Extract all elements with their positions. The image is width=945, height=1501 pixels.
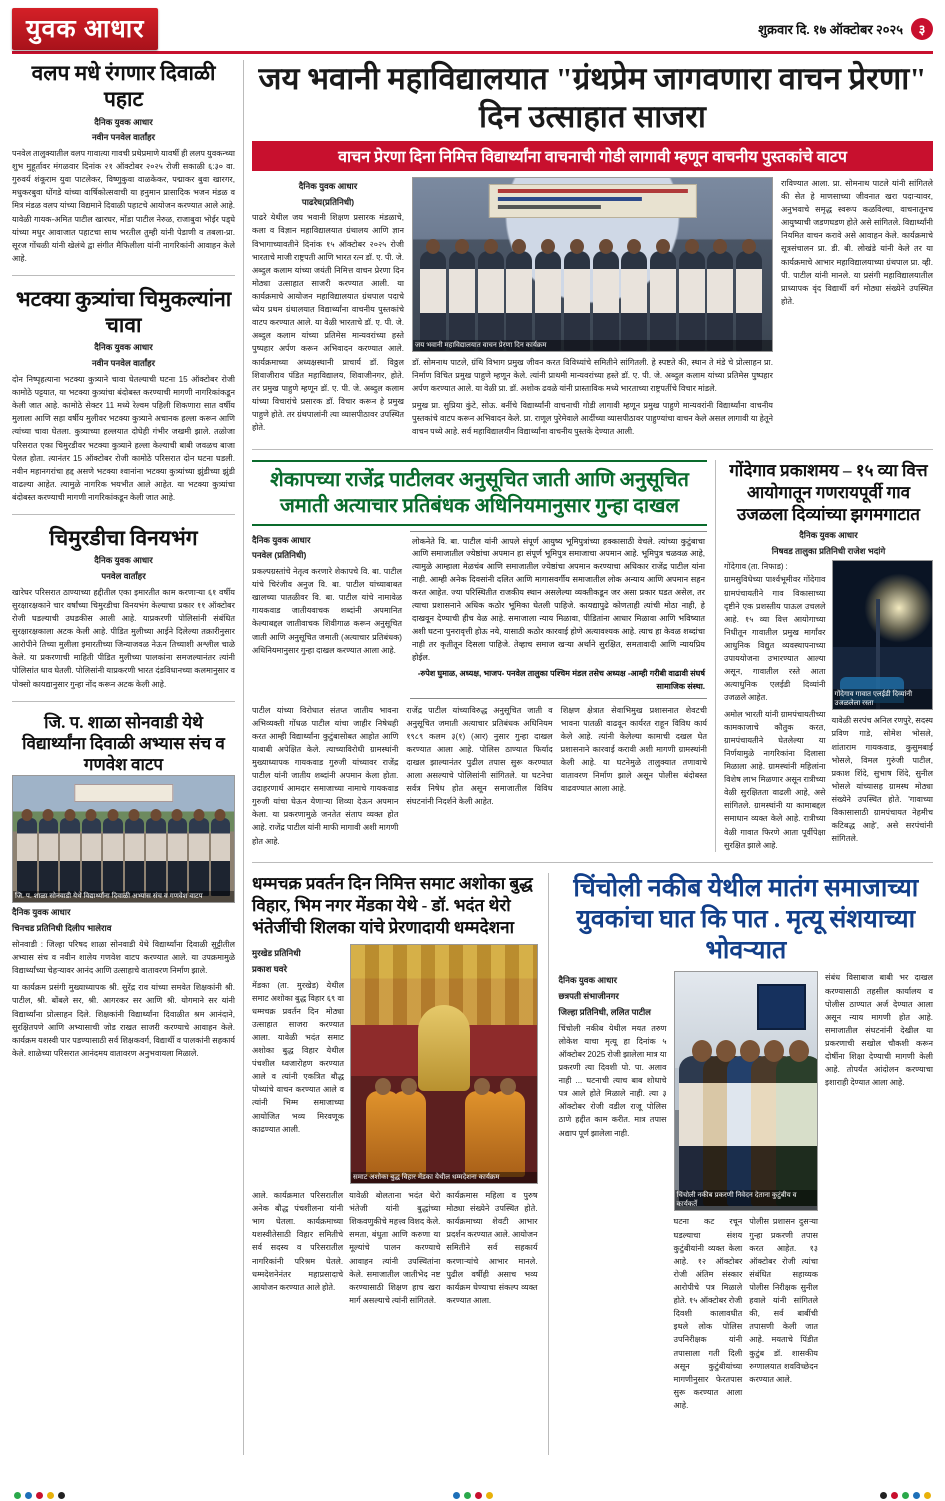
article-valap [12,60,235,265]
bottom-band [252,873,933,1455]
main-story-headline: जय भवानी महाविद्यालयात "ग्रंथप्रेम जागवणारा वाचन प्रेरणा" दिन उत्साहात साजरा [258,61,927,135]
green-story-body-left: पाटील यांच्या विरोधात संतप्त जातीय भावना अभिव्यक्ती गोंधळ पाटील यांचा जाहीर निषेधही करत आम्ही विद्यार्थ्यांना कुटुंबासोबत आहोत आणि याबाबी अपेक्षित केले. त्याच्याविरोधी ग्रामस्थांनी मुख्याध्यापक गायकवाड गुरुजी यांच्यावर राजेंद्र पाटील यांनी जातीय शब्दांनी अपमान केला होता. उदाहरणार्थ आमदार समाजाच्या नामाचे गायकवाड गुरुजी यांचा घेऊन येणाऱ्या शिव्या देऊन अपमान केला. या प्रकरणामुळे जनतेत संताप व्यक्त होत आहे. राजेंद्र पाटील यांनी माफी मागावी अशी मागणी होत आहे. [252,705,399,846]
article-school-kit-body: या कार्यक्रम प्रसंगी मुख्याध्यापक श्री. सुरेंद्र राव यांच्या समवेत शिक्षकांनी श्री. पाटील, श्री. बोंबले सर, श्री. आगरकर सर आणि श्री. योगमाने सर यांनी विद्यार्थ्यांना प्रोत्साहन दिले. शिक्षकांनी विद्यार्थ्यांना दिवाळीत श्रम आनंदाने, सुरक्षितपणे आणि अभ्यासाची जोड राखत साजरी करण्याचे आवाहन केले. कार्यक्रम यशस्वी पार पडण्यासाठी सर्व शिक्षकवर्ग, विद्यार्थी व पालकांनी सहकार्य केले. शाळेच्या परिसरात आनंदमय वातावरण अनुभवायला मिळाले. [12,983,235,1058]
village-light-byline1: दैनिक युवक आधार [799,529,858,540]
night-street-photo [832,560,934,710]
bottom-left-body2: आले. कार्यक्रमात परिसरातील अनेक बौद्ध पंचशीलना यांनी भाग घेतला. कार्यक्रमाच्या यशस्वीतेसाठी विहार समितीचे सर्व सदस्य व परिसरातील नागरिकांनी परिश्रम घेतले. धम्मदेशनेनंतर महाप्रसादाचे आयोजन करण्यात आले होते. [252,1191,344,1292]
village-light-body2: अमोल भारती यांनी ग्रामपंचायतीच्या कामकाजाचे कौतुक करत, ग्रामपंचायतीने घेतलेल्या या निर्णयामुळे नागरिकांना दिलासा मिळाला आहे. ग्रामस्थांनी महिलांना विशेष लाभ मिळणार असून रात्रीच्या वेळी सुरक्षितता वाढली आहे, असे सांगितले. ग्रामस्थांनी या कामाबद्दल समाधान व्यक्त केले आहे. रात्रीच्या वेळी गावात फिरणे आता पूर्वीपेक्षा सुरक्षित झाले आहे. [724,709,826,850]
masthead [12,10,933,54]
police-photo-caption: चिंचोली नकीब प्रकरणी निवेदन देताना कुटुंबीय व कार्यकर्ते [675,1190,817,1210]
article-molestation [12,525,235,691]
middle-band [252,460,933,852]
bottom-left-cols [252,1189,538,1307]
article-stray-dogs-byline2: नवीन पनवेल वार्तांहर [91,358,156,369]
buddha-vihar-photo [350,944,538,1184]
article-school-kit-headline: जि. प. शाळा सोनवाडी येथे विद्यार्थ्यांना दिवाळी अभ्यास संच व गणवेश वाटप [22,712,225,775]
green-story-byline1: दैनिक युवक आधार [252,534,311,545]
masthead-right [758,18,933,40]
reg-dot-green-2 [464,1492,471,1499]
village-light-grid [724,560,933,851]
village-light-story [715,460,933,852]
bottom-right-byline3: जिल्हा प्रतिनिधी, ललित पाटील [558,1006,651,1017]
main-story-col4 [781,177,933,439]
reg-dot-yellow [47,1492,54,1499]
green-story-headline: शेकापच्या राजेंद्र पाटीलवर अनुसूचित जाती आणि अनुसूचित जमाती अत्याचार प्रतिबंधक अधिनियमानुसार गुन्हा दाखल [252,460,707,526]
registration-marks [0,1492,945,1499]
village-light-col-b [832,560,934,851]
main-story-center [412,177,773,439]
reg-dot-black-3 [880,1492,887,1499]
bottom-left-story [252,873,538,1455]
bottom-right-story [548,873,933,1455]
green-story-intro: प्रकल्पग्रस्तांचे नेतृत्व करणारे शेकापचे वि. बा. पाटील यांचे चिरंजीव अनुज वि. बा. पाटील यांच्याबाबत खालच्या पातळीवर वि. बा. पाटील यांचे नामावेळ गायकवाड जातीयवाचक शब्दांनी अपमानित केल्याबद्दल जातीवाचक शिवीगाळ करून अनुसूचित जाती आणि अनुसूचित जमाती (अत्याचार प्रतिबंधक) अधिनियमानुसार गुन्हा दाखल करण्यात आला आहे. [252,567,402,655]
bottom-left-headline: धम्मचक्र प्रवर्तन दिन निमित्त समाट अशोका बुद्ध विहार, भिम नगर मेंडका येथे - डॉ. भदंत थेरो भंतेजींची शिलका यांचे प्रेरणादायी धम्मदेशना [252,873,533,937]
reg-dot-blue [25,1492,32,1499]
police-signboard [757,984,805,1030]
green-story-quote: लोकनेते वि. बा. पाटील यांनी आपले संपूर्ण आयुष्य भूमिपुत्रांच्या हक्कासाठी वेचले. त्यांच्या कुटुंबाचा आणि समाजातील ज्येष्ठांचा अपमान हा संपूर्ण भूमिपुत्र समाजाचा अपमान आहे. भूमिपुत्र चळवळ आहे, त्यामुळे आम्हाला मेळचंब आणि समाजातील ज्येष्ठांचा अपमान करण्याचा अधिकार राजेंद्र पाटील यांना नाही. आम्ही अनेक दिवसांनी दलित आणि मागासवर्गीय समाजातील लोक अन्याय आणि अपमान सहन करत आहेत. ज्या परिस्थितीत राजकीय स्थान असलेल्या व्यक्तीकडून जर असा प्रकार घडत असेल, तर त्याचा प्रशासनाने अधिक कठोर भूमिका घेतली पाहिजे. कायद्यापुढे कोणताही त्यांची मोठा नाही, हे दाखवून देण्याची हीच वेळ आहे. समाजाला न्याय मिळावा, पीडितांना आधार मिळावा आणि भविष्यात अशी घटना पुनरावृत्ती होऊ नये, यासाठी कठोर कारवाई होणे अत्यावश्यक आहे. त्याच हा केवळ शब्दांचा नाही तर कृतीतून दिसला पाहिजे. तेव्हाच समाज खऱ्या अर्थाने सुरक्षित, समतावादी आणि न्यायप्रिय होईल. [412,536,705,662]
article-molestation-byline1: दैनिक युवक आधार [94,555,153,566]
article-valap-byline1: दैनिक युवक आधार [94,116,153,127]
left-column [12,60,244,1455]
village-light-dateline: गोंदेगाव (ता. निफाड) : [724,562,788,572]
article-stray-dogs-byline1: दैनिक युवक आधार [94,342,153,353]
bottom-left-byline1: मुरखेड प्रतिनिधी [252,948,301,958]
article-molestation-headline: चिमुरडीचा विनयभंग [49,526,198,551]
main-story-col4-text: राविण्यात आला. प्रा. सोमनाथ पाटले यांनी सांगितले की सेत हे माणसाच्या जीवनात खरा पदाऱ्यावर, अनुभवाचे समृद्ध स्वरूप कळविल्या, वाचनातूनच आयुष्याची जडणघडण होते असे सांगितले. विद्यार्थ्यांनी नियमित वाचन करावे असे आवाहन केले. कार्यक्रमाचे सूत्रसंचालन प्रा. डी. बी. लोखंडे यांनी केले तर या कार्यक्रमाचे आभार महाविद्यालयाच्या ग्रंथपाल प्रा. व्ही. पी. पाटील यांनी मानले. या प्रसंगी महाविद्यालयातील प्राध्यापक वृंद विद्यार्थी वर्ग मोठ्या संख्येने उपस्थित होते. [781,178,933,306]
school-students-row [17,818,230,896]
bottom-right-byline1: दैनिक युवक आधार [558,975,617,986]
bottom-right-byline2: छत्रपती संभाजीनगर [558,991,619,1002]
bottom-left-grid [252,944,538,1184]
main-story [252,60,933,439]
school-banner [74,784,173,802]
article-school-kit-lead: सोनवाडी : जिल्हा परिषद शाळा सोनवाडी येथे विद्यार्थ्यांना दिवाळी सुट्टीतील अभ्यास संच व नवीन शालेय गणवेश वाटप करण्यात आले. या उपक्रमामुळे विद्यार्थ्यांच्या चेहऱ्यावर आनंद आणि उत्साहाचे वातावरण निर्माण झाले. [12,939,235,976]
bottom-right-center-cols [674,1215,818,1412]
right-side [252,60,933,1455]
bottom-left-body4: कार्यक्रमास महिला व पुरुष मोठ्या संख्येने उपस्थित होते. कार्यक्रमाच्या शेवटी आभार प्रदर्शन करण्यात आले. आयोजन समितीने सर्व सहकार्य करणाऱ्यांचे आभार मानले. पुढील वर्षीही असाच भव्य कार्यक्रम घेण्याचा संकल्प व्यक्त करण्यात आला. [446,1191,538,1305]
bottom-right-headline: चिंचोली नकीब येथील मातंग समाजाच्या युवकांचा घात कि पात . मृत्यू संशयाच्या भोवऱ्यात [573,874,919,965]
main-story-byline2: पाढरेघ(प्रतिनिधी) [301,196,355,207]
main-story-col3-text: प्रमुख प्रा. सुप्रिया कुंटे, सोऊ. बनींचे विद्यार्थ्यांनी वाचनाची गोडी लागावी म्हणून प्रमुख पाहुणे मान्यवरांनी विद्यार्थ्यांना वाचनीय पुस्तकांचे वाटप करून अभिवादन केले. प्रा. राणूल पुरेमेवाले आदींच्या व्यासपीठावर पाहुण्यांचा वाचन केले असल लागावी या हेतूने वाचन पथ्ये आहे. सर्व महाविद्यालयीन विद्यार्थ्यांना वाचनीय पुस्तके देण्यात आली. [412,401,773,437]
article-stray-dogs-body: दोन निष्पृहत्याना भटक्या कुत्र्याने चावा घेतल्याची घटना 15 ऑक्टोबर रोजी कामोठे पट्टयात, या भटक्या कुत्र्यांचा बंदोबस्त करण्याची मागणी नागरिकांकडून केली जात आहे. कामोठे सेक्टर 11 मध्ये रेल्वम पहिली शिकणारा सात वर्षीय मुलाला आणि सहा वर्षीय मुलीवर भटक्या कुत्र्याने अचानक हल्ला करून आणि त्यांच्या चावा घेतला. कुत्र्याच्या हल्लयात दोघेही गंभीर जखमी झाले. तळोजा परिसरात एका चिमुरडीवर भटक्या कुत्र्याने हल्ला केल्याची बाबी जवळच बाजा पेलत होता. त्यानंतर 15 ऑक्टोबर रोजी कामोठे परिसरात दोन घटना घडली. नवीन महानगरांचा हद्द असणे भटक्या श्वानांना भटक्या कुत्र्यांच्या झुंडीच्या झुंडी वाढल्या आहेत. त्यामुळे नागरिक भयभीत आले आहेत. या भटक्या कुत्र्यांचा बंदोबस्त करण्याची मागणी नागरिकांकडून केली जात आहे. [12,374,235,502]
reg-dot-blue-3 [913,1492,920,1499]
article-molestation-byline2: पनवेल वार्तांहर [101,571,146,582]
main-story-col2-text: डॉ. सोमनाथ पाटले, ग्रंथि विभाग प्रमुख जीवन करत विविध्यांचे समितीने सांगितली. हे स्पष्टते की, स्थान ते मंडे चे प्रोत्साहन प्रा. निर्माण विचित प्रमुख पाहुणे म्हणून केले. त्यांनी प्राथमी मान्यवरांच्या हस्ते डॉ. ए. पी. जे. अब्दुल कलाम यांच्या प्रतिमेस पुष्पहार अर्पण करण्यात आले. या वेळी प्रा. डॉ. अशोक ढवळे यांनी प्रास्ताविक मध्ये भारताच्या राष्ट्रपतींचे विचार मांडले. [412,357,773,394]
green-story-intro-wrap [252,531,402,699]
dateline: शुक्रवार दि. १७ ऑक्टोबर २०२५ [758,21,903,37]
vihar-photo-caption: समाट अशोका बुद्ध विहार मेंडका येथील धम्मदेशना कार्यक्रम [351,1172,537,1183]
newspaper-logo: युवक आधार [12,8,158,50]
article-valap-byline2: नवीन पनवेल वार्तांहर [91,132,156,143]
college-photo-caption: जय भवानी महाविद्यालयात वाचन प्रेरणा दिन कार्यक्रम [413,340,772,351]
bottom-right-col1 [559,971,667,1412]
article-school-kit-byline2: चिनचड प्रतिनिधी दिलीप भालेराव [12,923,112,934]
school-photo-caption: जि. प. शाळा सोनवाडी येथे विद्यार्थ्यांना दिवाळी अभ्यास संच व गणवेश वाटप [13,891,234,902]
green-story-body-mid: राजेंद्र पाटील यांच्याविरुद्ध अनुसूचित जाती व अनुसूचित जमाती अत्याचार प्रतिबंधक अधिनियम १९८९ कलम ३(१) (आर) नुसार गुन्हा दाखल करण्यात आला आहे. पोलिस ठाण्यात फिर्याद दाखल झाल्यानंतर पुढील तपास सुरू करण्यात आला असल्याचे पोलिसांनी सांगितले. या घटनेचा सर्वत्र निषेध होत असून समाजातील विविध संघटनांनी निदर्शने केली आहेत. [406,705,553,807]
reg-dot-blue-2 [453,1492,460,1499]
main-story-col1-text: पाढरे येथील जय भवानी शिक्षण प्रसारक मंडळाचे, कला व विज्ञान महाविद्यालयात ग्रंथालय आणि ज्ञान विभागाच्यावतीने दिनांक १५ ऑक्टोबर २०२५ रोजी भारताचे माजी राष्ट्रपती आणि भारत रत्न डॉ. ए. पी. जे. अब्दुल कलाम यांच्या जयंती निमित्त वाचन प्रेरणा दिन मोठ्या उत्साहात साजरी करण्यात आली. या कार्यक्रमाचे आयोजन महाविद्यालयात ग्रंथपाल पदाचे ध्येय प्रथम ग्रंथालयात विद्यार्थ्यांना वाचनीय पुस्तकांचे वाटप करण्यात आले. या वेळी भारताचे डॉ. ए. पी. जे. अब्दुल कलाम यांच्या प्रतिमेस मान्यवरांच्या हस्ते पुष्पहार अर्पण करून अभिवादन करण्यात आले. कार्यक्रमाच्या अध्यक्षस्थानी प्राचार्य डॉ. विठ्ठल शिवाजीराव पंडित महाविद्यालय, शिवाजीनगर, होते. तर प्रमुख पाहुणे म्हणून डॉ. ए. पी. जे. अब्दुल कलाम यांच्या विचारांचे प्रसारक डॉ. विचार करून हे प्रमुख पाहुणे होते. तर ग्रंथपालांनी त्या व्यासपीठावर उपस्थित होते. [252,213,404,433]
green-story [252,460,707,852]
bottom-right-grid [559,971,933,1412]
page-number-badge: ३ [911,18,933,40]
article-stray-dogs-headline: भटक्या कुत्र्यांचा चिमुकल्यांना चावा [15,286,232,338]
main-story-subhead: वाचन प्रेरणा दिना निमित्त विद्यार्थ्यांना वाचनाची गोडी लागावी म्हणून वाचनीय पुस्तकांचे वाटप [252,141,933,171]
article-molestation-body: खारेघर परिसरात ठाण्याच्या हद्दीतील एका इमारतीत काम करणाऱ्या ६१ वर्षीय सुरक्षारक्षकाने चार वर्षांच्या चिमुरडीचा विनयभंग केल्याचा प्रकार ११ ऑक्टोबर रोजी घडल्याची उघडकीस आली आहे. याप्रकरणी पोलिसांनी संबंधित सुरक्षारक्षकाला अटक केली आहे. पीडित मुलीच्या आईने दिलेल्या तक्रारीनुसार आरोपीने तिच्या मुलीला इमारतीच्या जिन्याजवळ नेऊन तिच्याशी अश्लील चाळे केले. या प्रकरणाची माहिती पीडित मुलीच्या पालकांना समजल्यानंतर त्यांनी पोलिसांत धाव घेतली. पोलिसांनी याप्रकरणी भारत दंडविधानच्या कलमानुसार व पोक्सो कायद्यानुसार गुन्हा नोंद करून अटक केली आहे. [12,587,235,689]
article-school-kit [12,712,235,1060]
reg-dot-red-2 [475,1492,482,1499]
bottom-right-center [674,971,818,1412]
green-story-body-right: शिक्षण क्षेत्रात सेवाभिमुख प्रशासनात शेवटची भावना पातळी वाढवून कार्यरत राहून विविध कार्य केले आहे. त्यांनी केलेल्या कामाची दखल घेत प्रशासनाने कारवाई करावी अशी मागणी ग्रामस्थांनी केली आहे. या घटनेमुळे तालुक्यात तणावाचे वातावरण निर्माण झाले असून पोलीस बंदोबस्त वाढवण्यात आला आहे. [560,705,707,794]
bottom-right-body4: संबंध विसाबाज बाबी भर दाखल करण्यासाठी तहसील कार्यालय व पोलीस ठाण्यात अर्ज देण्यात आला असून न्याय मागणी होत आहे. समाजातील संघटनांनी देखील या प्रकरणाची सखोल चौकशी करून दोषींना शिक्षा देण्याची मागणी केली आहे. तोपर्यंत आंदोलन करण्याचा इशाराही देण्यात आला आहे. [825,973,933,1088]
reg-dot-green-3 [902,1492,909,1499]
reg-dot-red [36,1492,43,1499]
main-story-col1 [252,177,404,439]
article-school-kit-byline1: दैनिक युवक आधार [12,907,71,918]
bottom-left-body1: मेंडका (ता. मुरखेड) येथील समाट अशोका बुद्ध विहार ६९ वा धम्मचक्र प्रवर्तन दिन मोठ्या उत्साहात साजरा करण्यात आला. यावेळी भदंत समाट अशोका बुद्ध विहार येथील पंचशील ध्वजारोहण करण्यात आले व त्यांनी एकत्रित बौद्ध पोथ्यांचे वाचन करण्यात आले व त्यांनी भिम्म समाजाच्या आयोजित भव्य मिरवणूक काढण्यात आली. [252,980,344,1134]
green-story-byline2: पनवेल (प्रतिनिधी) [252,550,307,561]
green-story-quote-signature: -रुपेश घुमाळ, अध्यक्ष, भाजप- पनवेल तालुका पश्चिम मंडल तसेच अध्यक्ष -आम्ही गरीबी वाढावी संघर्ष सामाजिक संस्था. [417,668,705,691]
bottom-right-body3: पोलीस प्रशासन दुसऱ्या गुन्हा प्रकरणी तपास करत आहेत. १३ ऑक्टोबर रोजी त्यांचा संबंधित सहाय्यक पोलीस निरीक्षक सुनील हवाले यांनी सांगितले की, सर्व बाबींची तपासणी केली जात आहे. मयताचे पिंडीत कुटुंब डॉ. शासकीय रुग्णालयात शवविच्छेदन करण्यात आले. [749,1217,818,1384]
bottom-right-col4 [825,971,933,1412]
bottom-right-body2: घटना कट रचून घडल्याचा संशय कुटुंबीयांनी व्यक्त केला आहे. १२ ऑक्टोबर रोजी अंतिम संस्कार आरोपीचे पत्र मिळाले होते. १५ ऑक्टोबर रोजी दिवशी कालावधीत इथले लोक पोलिस उपनिरीक्षक यांनी तपासाला गती दिली असून कुटुंबीयांच्या मागणीनुसार फेरतपास सुरू करण्यात आला आहे. [673,1217,743,1410]
bottom-left-body3: यावेळी बोलताना भदंत थेरो भंतेजी यांनी बुद्धांच्या शिकवणुकीचे महत्त्व विशद केले. समता, बंधुता आणि करुणा या मूल्यांचे पालन करण्याचे आवाहन त्यांनी उपस्थितांना केले. समाजातील जातीभेद नष्ट करण्यासाठी शिक्षण हाच खरा मार्ग असल्याचे त्यांनी सांगितले. [349,1191,441,1305]
street-lamp-glow [864,573,933,643]
green-story-top [252,531,707,699]
village-light-headline: गोंदेगाव प्रकाशमय – १५ व्या वित्त आयोगातून गणरायपूर्वी गाव उजळला दिव्यांच्या झगमगाटात [729,460,928,524]
main-story-grid [252,177,933,439]
village-light-body3: यावेळी सरपंच अनिल रणपुरे, सदस्य प्रविण गाडे, सोमेश भोसले, शांताराम गायकवाड, कुसुमबाई भोसले, विमल गुरुंजी पाटील, प्रकाश शिंदे, सुभाष शिंदे, सुनील भोसले यांच्यासह ग्रामस्थ मोठ्या संख्येने उपस्थित होते. 'गावाच्या विकासासाठी ग्रामपंचायत नेहमीच कटिबद्ध आहे', असे सरपंचांनी सांगितले. [831,716,933,844]
bottom-left-byline2: प्रकाश घवरे [252,963,287,974]
police-station-photo [674,971,818,1211]
village-light-col-a [724,560,826,851]
main-story-byline1: दैनिक युवक आधार [298,180,358,191]
college-event-photo [412,177,773,352]
article-valap-body: पनवेल तालुक्यातील वलप गावात्या गावची प्रथेप्रमाणे यावर्षी ही ललप युवकन्च्या शुभ मुहूर्तावर मंगळवार दिनांक २१ ऑक्टोबर २०२५ रोजी सकाळी ६:३० वा. गुरुवर्य शंकूराम युवा पाटलेकर, विष्णुकुवा वाळकेकर, पद्माकर बुवा खारगर, मधुकरबुवा धोंगडे यांच्या वार्षिकोत्सवाची या हनुमान प्रासादिक भजन मंडळ व मित्र मंडळ वलप यांच्या विद्यमाने दिवाळी पहाटचे आयोजन करण्यात आले आहे. यावेळी गायक-अमित पाटील खारघर, मोंडा पाटील नेरुळ, राजाबुवा भोईर पड्घे यांच्या मधुर आवाजात पहाटचा साथ भरतील तुम्ही यांनी पेडाणी व तबला-प्रा. सूरज गोंधळी यांनी खेलंथे द्वा संगीत मैफिलीला यांनी नागरिकांनी आवाहन केले आहे. [12,149,235,263]
village-light-byline2: निषवड तालुका प्रतिनिधी राजेश भदांगे [771,545,886,556]
reg-dot-yellow-3 [924,1492,931,1499]
bottom-left-textcol [252,944,344,1184]
village-light-body1: ग्रामसुविधेच्या पार्श्वभूमीवर गोंदेगाव ग्रामपंचायतीने गाव विकासाच्या दृष्टीने एक प्रशस्तीय पाऊल उचलले आहे. १५ व्या वित्त आयोगाच्या निधीतून गावातील प्रमुख मार्गांवर आधुनिक विद्युत व्यवस्थापनाच्या उपाययोजना उभारण्यात आल्या असून, गावातील रस्ते आता अत्याधुनिक एलईडी दिव्यांनी उजळले आहेत. [724,575,826,703]
green-story-bottom [252,704,707,848]
bottom-right-body1: चिंचोली नकीब येथील मयत तरुण लोकेश याचा मृत्यू हा दिनांक ५ ऑक्टोबर 2025 रोजी झालेला मात्र या प्रकरणी त्या दिवशी पो. पा. अलाव नाही ... घटनाची त्याच बाब शोधाचे पत्र आले होते मिळाले नाही. त्या ३ ऑक्टोबर रोजी वडील राजू पोलिस ठाणे हद्दीत काम करीत. मात्र तपास अद्याप पूर्ण झालेला नाही. [558,1023,667,1138]
reg-dot-yellow-2 [486,1492,493,1499]
school-distribution-photo [12,775,235,903]
event-banner [488,184,696,218]
buddha-statue [418,1005,470,1091]
event-crowd [413,233,772,351]
night-photo-caption: गोंदेगाव गावात एलईडी दिव्यांनी उजळलेला रस्ता [833,689,933,709]
reg-dot-red-3 [891,1492,898,1499]
green-story-quote-box [410,531,707,699]
article-valap-headline: वलप मधे रंगणार दिवाळी पहाट [31,61,216,112]
reg-dot-green [14,1492,21,1499]
page-layout [12,60,933,1455]
reg-dot-black [58,1492,65,1499]
article-stray-dogs [12,286,235,504]
